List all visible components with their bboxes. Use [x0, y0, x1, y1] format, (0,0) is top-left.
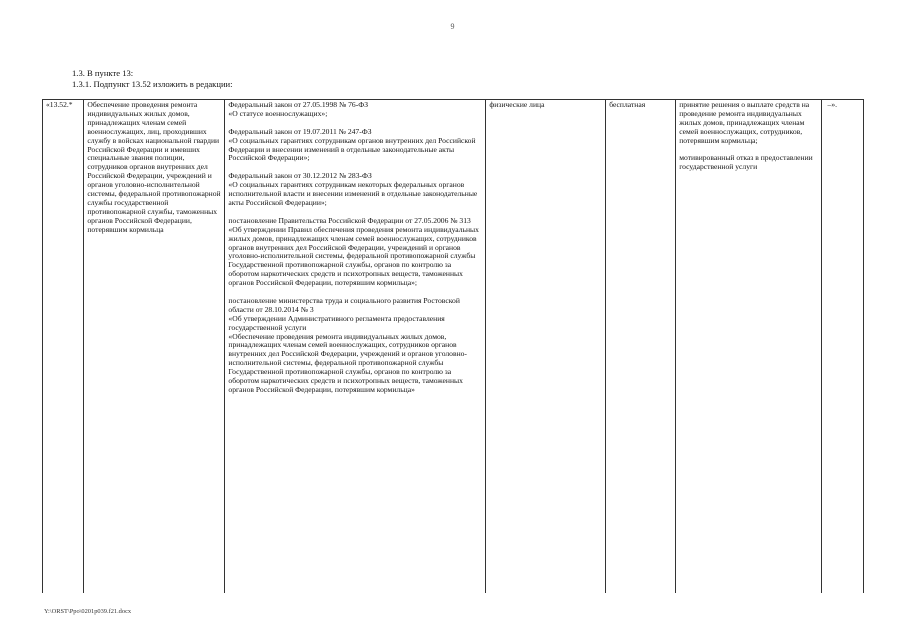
- table-row: [43, 100, 864, 594]
- services-table: [42, 99, 864, 593]
- end-mark-cell: –».: [821, 100, 863, 594]
- fee-cell: бесплатная: [606, 100, 676, 594]
- service-name-cell: Обеспечение проведения ремонта индивидуальных жилых домов, принадлежащих членам семей военнослужащих, лиц, проходивших службу в войсках национальной гвардии Российской Федерации и имевших специальные звания полиции, сотрудников органов внутренних дел Российской Федерации, учреждений и органов уголовно-исполнительной системы, федеральной противопожарной службы государственной противопожарной службы, таможенных органов Российской Федерации, потерявшим кормильца: [84, 100, 225, 594]
- page-number: 9: [450, 22, 455, 31]
- amendment-intro: [72, 68, 233, 90]
- applicant-cell: физические лица: [486, 100, 606, 594]
- item-number-cell: «13.52.*: [43, 100, 84, 594]
- file-path-footer: Y:\ORST\Ppo\0201p039.f21.docx: [44, 608, 132, 615]
- result-cell: принятие решения о выплате средств на проведение ремонта индивидуальных жилых домов, принадлежащих членам семей военнослужащих, сотрудников, потерявшим кормильца; мотивированный отказ в предоставлении государственной услуги: [676, 100, 821, 594]
- intro-line-2: 1.3.1. Подпункт 13.52 изложить в редакции:: [72, 79, 233, 89]
- legal-acts-cell: Федеральный закон от 27.05.1998 № 76-ФЗ «О статусе военнослужащих»; Федеральный закон от 19.07.2011 № 247-ФЗ «О социальных гарантиях сотрудникам органов внутренних дел Российской Федерации и внесении изменений в отдельные законодательные акты Российской Федерации»; Федеральный закон от 30.12.2012 № 283-ФЗ «О социальных гарантиях сотрудникам некоторых федеральных органов исполнительной власти и внесении изменений в отдельные законодательные акты Российской Федерации»; постановление Правительства Российской Федерации от 27.05.2006 № 313 «Об утверждении Правил обеспечения проведения ремонта индивидуальных жилых домов, принадлежащих членам семей военнослужащих, сотрудников органов внутренних дел Российской Федерации, учреждений и органов уголовно-исполнительной системы, федеральной противопожарной службы Государственной противопожарной службы, органов по контролю за оборотом наркотических средств и психотропных веществ, таможенных органов Российской Федерации, потерявшим кормильца»; постановление министерства труда и социального развития Ростовской области от 28.10.2014 № 3 «Об утверждении Административного регламента предоставления государственной услуги «Обеспечение проведения ремонта индивидуальных жилых домов, принадлежащих членам семей военнослужащих, сотрудников органов внутренних дел Российской Федерации, учреждений и органов уголовно-исполнительной системы, федеральной противопожарной службы Государственной противопожарной службы, органов по контролю за оборотом наркотических средств и психотропных веществ, таможенных органов Российской Федерации, потерявшим кормильца»: [225, 100, 486, 594]
- intro-line-1: 1.3. В пункте 13:: [72, 68, 134, 78]
